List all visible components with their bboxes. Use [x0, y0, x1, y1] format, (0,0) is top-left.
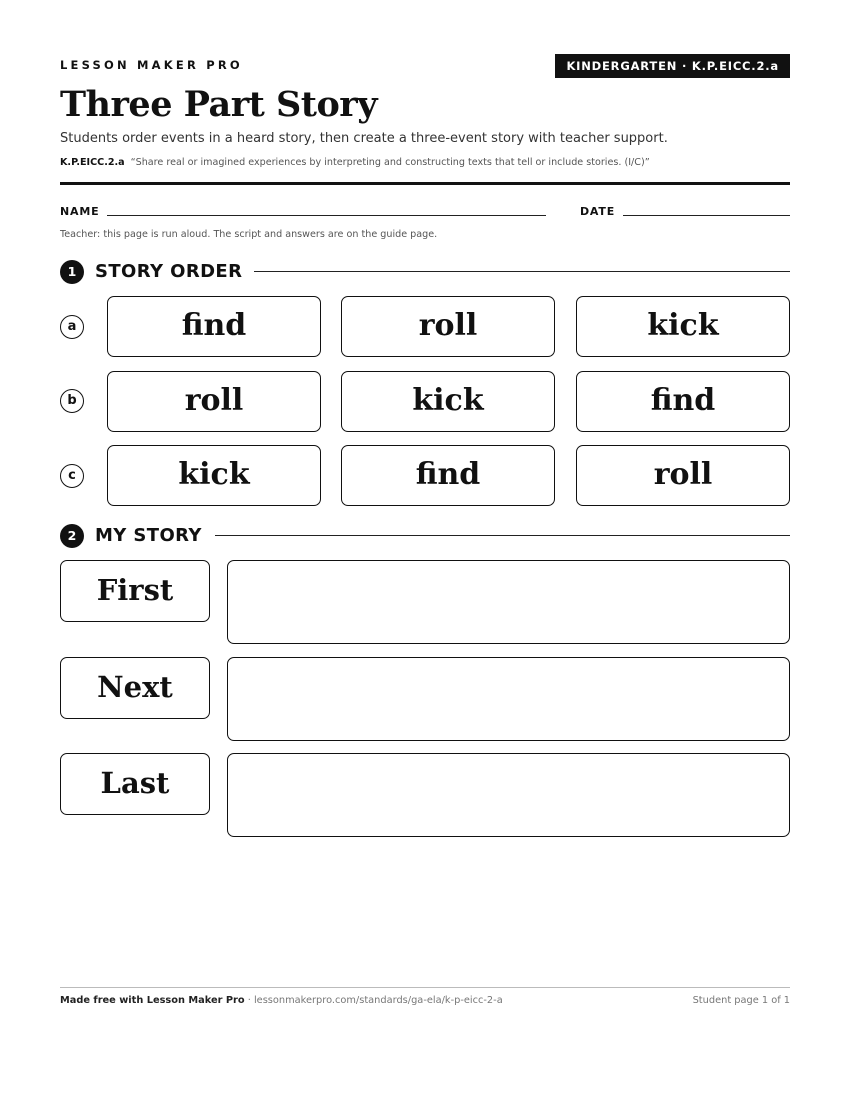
- footer-url[interactable]: lessonmakerpro.com/standards/ga-ela/k-p-eicc-2-a: [253, 995, 503, 1006]
- footer-made-with: Made free with Lesson Maker Pro: [60, 995, 245, 1006]
- section-title: STORY ORDER: [95, 259, 254, 285]
- teacher-note: Teacher: this page is run aloud. The script and answers are on the guide page.: [60, 229, 438, 240]
- standard-line: [60, 157, 650, 168]
- story-answer-box-next[interactable]: [227, 657, 790, 741]
- row-letter-b: b: [60, 389, 84, 413]
- section-rule: [254, 271, 790, 272]
- word-card[interactable]: find: [107, 296, 321, 357]
- name-field[interactable]: [107, 215, 546, 216]
- word-card[interactable]: kick: [341, 371, 555, 432]
- word-card[interactable]: kick: [107, 445, 321, 506]
- header-divider: [60, 182, 790, 185]
- word-card[interactable]: roll: [576, 445, 790, 506]
- worksheet-page: [60, 0, 790, 1100]
- story-label-last: Last: [60, 753, 210, 815]
- story-answer-box-last[interactable]: [227, 753, 790, 837]
- story-answer-box-first[interactable]: [227, 560, 790, 644]
- word-card[interactable]: roll: [107, 371, 321, 432]
- page-title: Three Part Story: [60, 84, 378, 125]
- standard-text: “Share real or imagined experiences by interpreting and constructing texts that tell or include stories. (I/C)”: [130, 157, 650, 168]
- footer-divider: [60, 987, 790, 988]
- section-number-badge: 2: [60, 524, 84, 548]
- section-title: MY STORY: [95, 523, 214, 549]
- word-card[interactable]: find: [576, 371, 790, 432]
- row-letter-a: a: [60, 315, 84, 339]
- story-label-next: Next: [60, 657, 210, 719]
- word-card[interactable]: kick: [576, 296, 790, 357]
- word-card[interactable]: find: [341, 445, 555, 506]
- grade-standard-badge: KINDERGARTEN · K.P.EICC.2.a: [555, 54, 790, 78]
- section-story-order-header: [60, 259, 790, 283]
- page-subtitle: Students order events in a heard story, then create a three-event story with teacher support.: [60, 131, 668, 146]
- date-field[interactable]: [623, 215, 790, 216]
- section-rule: [215, 535, 790, 536]
- section-my-story-header: [60, 523, 790, 547]
- brand-name: LESSON MAKER PRO: [60, 58, 243, 72]
- footer-credit: [60, 995, 503, 1006]
- row-letter-c: c: [60, 464, 84, 488]
- footer-separator: ·: [244, 995, 254, 1006]
- footer-page-number: Student page 1 of 1: [692, 995, 790, 1006]
- standard-code: K.P.EICC.2.a: [60, 157, 125, 168]
- story-label-first: First: [60, 560, 210, 622]
- word-card[interactable]: roll: [341, 296, 555, 357]
- date-label: DATE: [580, 205, 616, 218]
- name-label: NAME: [60, 205, 100, 218]
- section-number-badge: 1: [60, 260, 84, 284]
